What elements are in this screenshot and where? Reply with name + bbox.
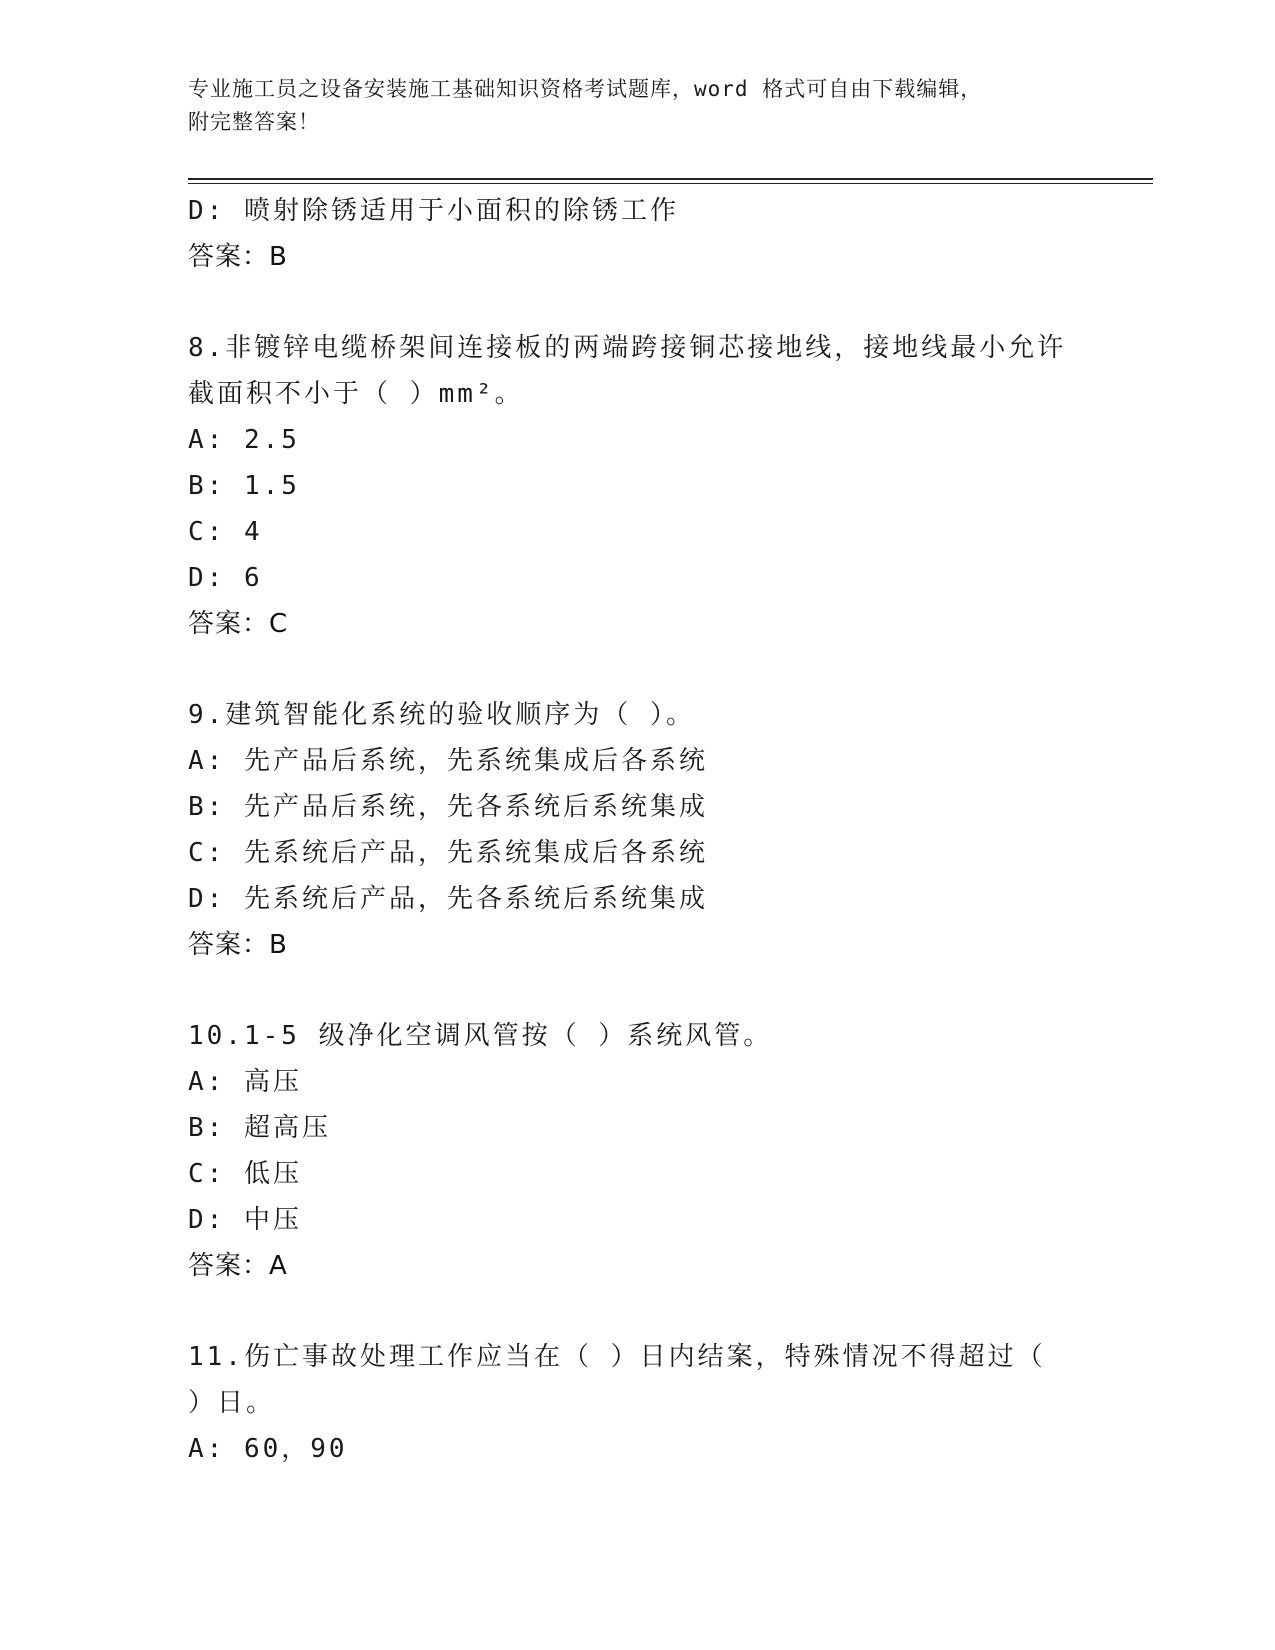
question-stem: 11.伤亡事故处理工作应当在（ ）日内结案，特殊情况不得超过（ ）日。 — [188, 1342, 1046, 1418]
answer-label: 答案：C — [188, 609, 289, 639]
option-a: A: 2.5 — [188, 425, 300, 455]
question-7-tail — [188, 188, 1088, 280]
option-d: D: 中压 — [188, 1205, 302, 1235]
header-divider-thin — [188, 183, 1153, 184]
question-8 — [188, 325, 1088, 647]
option-a: A: 先产品后系统，先系统集成后各系统 — [188, 746, 708, 776]
option-c: C: 先系统后产品，先系统集成后各系统 — [188, 838, 708, 868]
answer-label: 答案：A — [188, 1251, 288, 1281]
option-b: B: 先产品后系统，先各系统后系统集成 — [188, 792, 708, 822]
option-c: C: 低压 — [188, 1159, 302, 1189]
question-stem: 9.建筑智能化系统的验收顺序为（ ）。 — [188, 700, 695, 730]
answer-label: 答案：B — [188, 930, 288, 960]
question-stem: 8.非镀锌电缆桥架间连接板的两端跨接铜芯接地线，接地线最小允许截面积不小于（ ）mm²。 — [188, 333, 1067, 409]
option-b: B: 超高压 — [188, 1113, 331, 1143]
answer-label: 答案：B — [188, 242, 288, 272]
option-d: D: 喷射除锈适用于小面积的除锈工作 — [188, 196, 679, 226]
question-list — [188, 188, 1088, 1472]
header-title-line-1: 专业施工员之设备安装施工基础知识资格考试题库，word 格式可自由下载编辑， — [188, 77, 983, 101]
option-d: D: 6 — [188, 563, 263, 593]
header-divider-thick — [188, 178, 1153, 180]
header-title-line-2: 附完整答案！ — [188, 110, 320, 134]
option-b: B: 1.5 — [188, 471, 300, 501]
question-9 — [188, 692, 1088, 968]
question-stem: 10.1-5 级净化空调风管按（ ）系统风管。 — [188, 1021, 773, 1051]
option-a: A: 高压 — [188, 1067, 302, 1097]
question-10 — [188, 1013, 1088, 1289]
option-d: D: 先系统后产品，先各系统后系统集成 — [188, 884, 708, 914]
option-c: C: 4 — [188, 517, 263, 547]
question-11 — [188, 1334, 1088, 1472]
document-header — [188, 73, 1068, 139]
option-a: A: 60，90 — [188, 1434, 348, 1464]
